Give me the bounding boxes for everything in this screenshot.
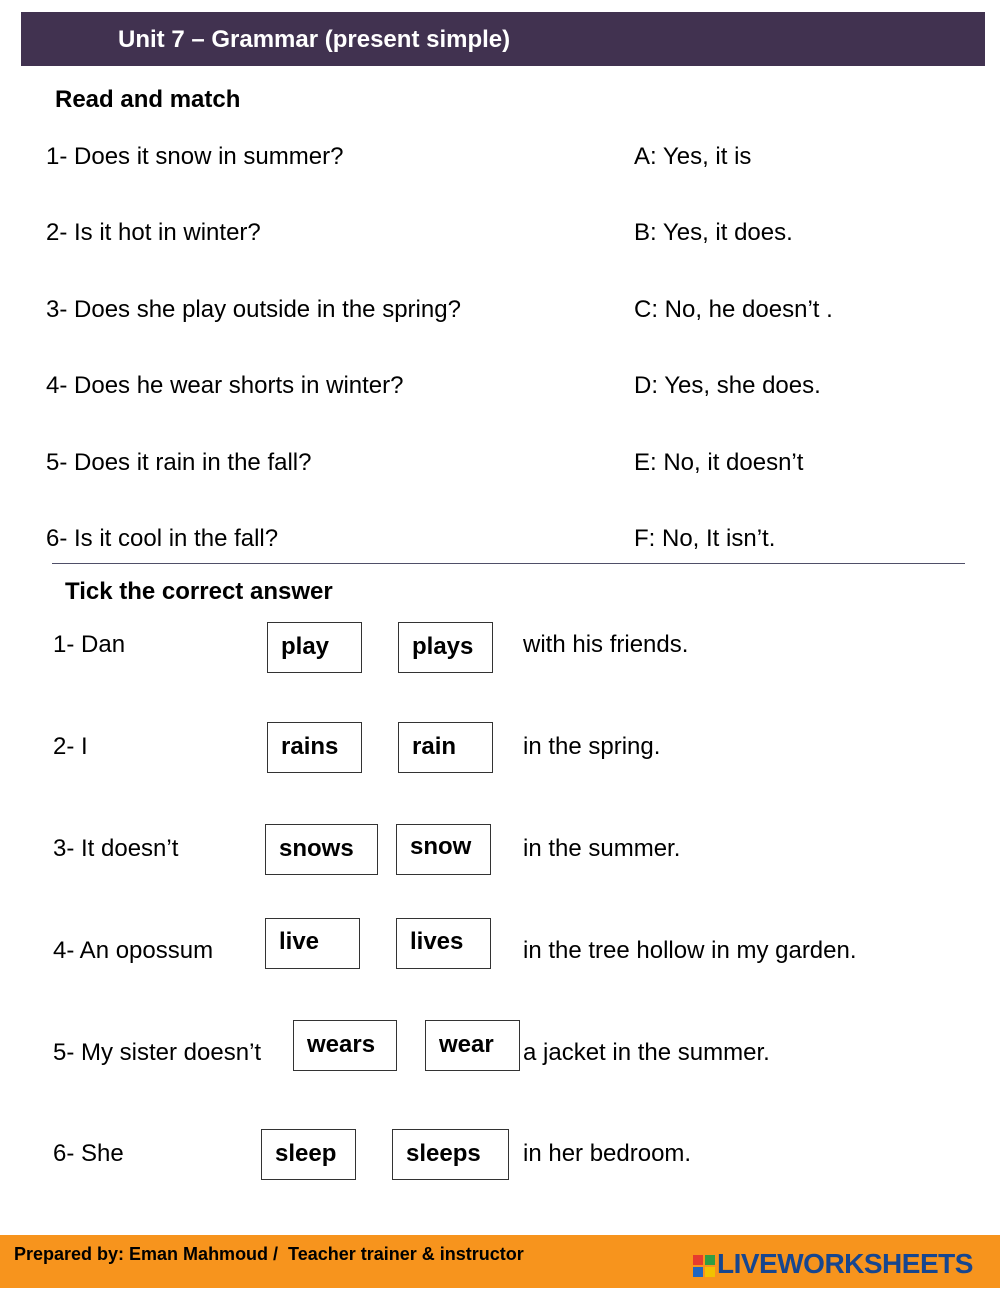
tick-item-4-ending: in the tree hollow in my garden. bbox=[523, 937, 857, 964]
match-answer-c[interactable]: C: No, he doesn’t . bbox=[634, 296, 833, 323]
section-divider bbox=[52, 563, 965, 564]
option-label: snows bbox=[279, 835, 354, 862]
tick-item-5-option-wear[interactable] bbox=[425, 1020, 520, 1071]
match-answer-a[interactable]: A: Yes, it is bbox=[634, 143, 752, 170]
option-label: wears bbox=[307, 1031, 376, 1058]
tick-item-1-option-play[interactable] bbox=[267, 622, 362, 673]
tick-item-4-text: 4- An opossum bbox=[53, 937, 214, 964]
option-label: plays bbox=[412, 633, 474, 660]
tick-item-1-ending: with his friends. bbox=[523, 631, 689, 658]
footer-credit: Prepared by: Eman Mahmoud / Teacher trainer & instructor bbox=[14, 1244, 524, 1264]
tick-item-3-ending: in the summer. bbox=[523, 835, 681, 862]
match-question-2: 2- Is it hot in winter? bbox=[46, 219, 261, 246]
match-question-1: 1- Does it snow in summer? bbox=[46, 143, 344, 170]
tick-item-6-option-sleeps[interactable] bbox=[392, 1129, 509, 1180]
tick-item-6-text: 6- She bbox=[53, 1140, 124, 1167]
option-label: wear bbox=[439, 1031, 494, 1058]
tick-item-5-text: 5- My sister doesn’t bbox=[53, 1039, 262, 1066]
tick-item-3-option-snows[interactable] bbox=[265, 824, 378, 875]
match-question-6: 6- Is it cool in the fall? bbox=[46, 525, 279, 552]
tick-item-2-ending: in the spring. bbox=[523, 733, 661, 760]
tick-item-3-option-snow[interactable] bbox=[396, 824, 491, 875]
liveworksheets-logo-icon bbox=[693, 1255, 715, 1277]
match-question-4: 4- Does he wear shorts in winter? bbox=[46, 372, 404, 399]
header-bar bbox=[21, 12, 985, 66]
match-answer-e[interactable]: E: No, it doesn’t bbox=[634, 449, 804, 476]
option-label: sleeps bbox=[406, 1140, 481, 1167]
match-question-5: 5- Does it rain in the fall? bbox=[46, 449, 312, 476]
tick-item-4-option-lives[interactable] bbox=[396, 918, 491, 969]
tick-item-5-ending: a jacket in the summer. bbox=[523, 1039, 770, 1066]
tick-item-2-option-rains[interactable] bbox=[267, 722, 362, 773]
tick-item-6-option-sleep[interactable] bbox=[261, 1129, 356, 1180]
option-label: live bbox=[279, 928, 320, 955]
liveworksheets-logo bbox=[693, 1248, 993, 1279]
tick-item-2-text: 2- I bbox=[53, 733, 88, 760]
option-label: sleep bbox=[275, 1140, 337, 1167]
liveworksheets-logo-text: LIVEWORKSHEETS bbox=[717, 1248, 973, 1279]
tick-item-3-text: 3- It doesn’t bbox=[53, 835, 179, 862]
option-label: snow bbox=[410, 833, 472, 860]
match-question-3: 3- Does she play outside in the spring? bbox=[46, 296, 461, 323]
footer-bar bbox=[0, 1235, 1000, 1288]
match-answer-d[interactable]: D: Yes, she does. bbox=[634, 372, 821, 399]
tick-item-1-text: 1- Dan bbox=[53, 631, 126, 658]
option-label: rain bbox=[412, 733, 457, 760]
match-answer-b[interactable]: B: Yes, it does. bbox=[634, 219, 793, 246]
option-label: play bbox=[281, 633, 330, 660]
tick-heading: Tick the correct answer bbox=[65, 578, 333, 605]
option-label: lives bbox=[410, 928, 464, 955]
tick-item-4-option-live[interactable] bbox=[265, 918, 360, 969]
match-answer-f[interactable]: F: No, It isn’t. bbox=[634, 525, 776, 552]
tick-item-5-option-wears[interactable] bbox=[293, 1020, 397, 1071]
match-heading: Read and match bbox=[55, 86, 241, 113]
tick-item-1-option-plays[interactable] bbox=[398, 622, 493, 673]
option-label: rains bbox=[281, 733, 339, 760]
tick-item-2-option-rain[interactable] bbox=[398, 722, 493, 773]
page-title: Unit 7 – Grammar (present simple) bbox=[118, 26, 511, 53]
tick-item-6-ending: in her bedroom. bbox=[523, 1140, 692, 1167]
